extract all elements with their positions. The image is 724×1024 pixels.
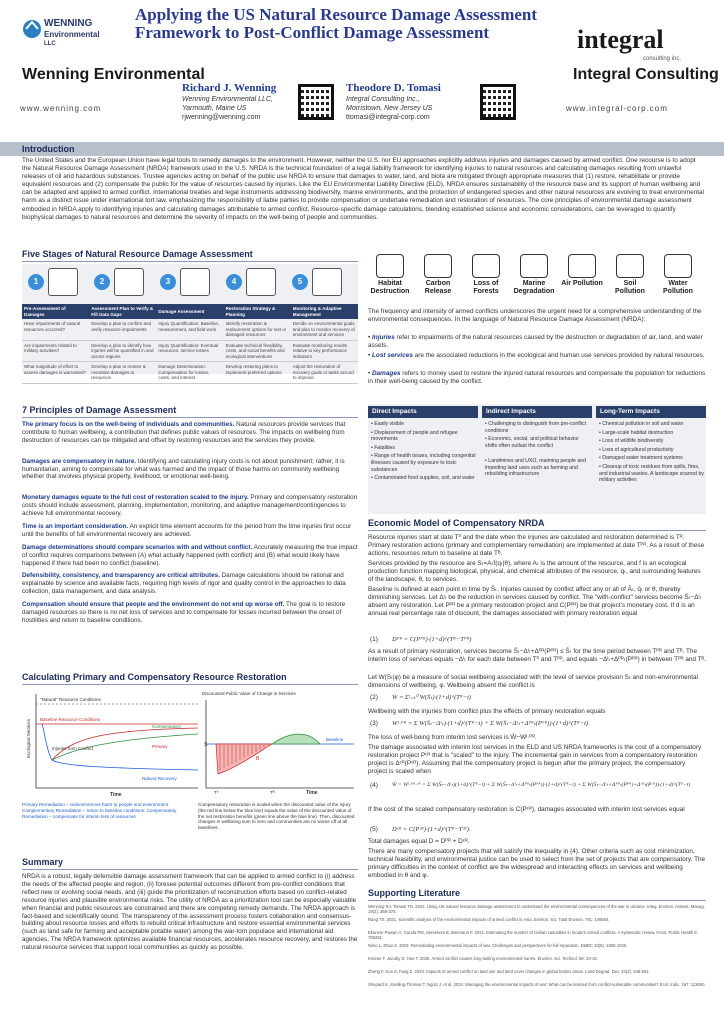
effect-item-indirect: • Landmines and UXO, maiming people and impeding land uses such as farming and rebuilding infrastructure bbox=[485, 458, 587, 478]
economic-eq2: W̄ = Σᵗ₌ₜ⁰ W(S̄ₜ)·(1+d)^(Tᴿ−t) bbox=[392, 694, 472, 701]
right-website[interactable]: www.integral-corp.com bbox=[566, 104, 668, 113]
intro-text: The United States and the European Union have legal tools to remedy damages to the environment. However, neither the U.S. nor EU approaches explicitly address injuries and damages caused by armed conflict. One recourse is to adopt the Natural Resource Damage Assessment (NRDA) framework used in the U.S. NRDA is the technical foundation of a legal liability framework for identifying injuries to natural resources and calculating damages resulting from unlawful releases of oil and hazardous substances. Trustee agencies acting on behalf of the public use NRDA to ensure that damages to water, land, and biota are mitigated through appropriate measures that (1) restore, rehabilitate or provide equivalent resources and (2) compensate the public for the value of resources caused by injuries. Like the EU Environmental Liability Directive (ELD), NRDA ensures sustainability of the resource base and its support of human wellbeing and can be adapted and applied to armed conflict. International treaties and legal instruments addressing biodiversity, marine environments, and the protection of endangered species and other natural resources are evolving to treat environmental harm as a distinct issue under international tort law, emphasizing the responsibility of liable parties to provide compensation or undertake remediation and restoration of resources. The core principles of environmental damage assessment embodied in NRDA apply to identifying injuries and calculating damages attributable to armed conflict. Resource-specific damage calculations, blending established science and economic considerations, can be leveraged to quantify biophysical damages to natural resources and determine the severity of impacts on the well-being of people and communities. bbox=[22, 157, 704, 221]
effect-text: Challenging to distinguish from pre-conflict conditions bbox=[485, 421, 587, 434]
effect-text: Easily visible bbox=[374, 421, 404, 427]
effects-header-longterm: Long-Term Impacts bbox=[596, 406, 706, 418]
principle-item bbox=[22, 421, 362, 445]
impact-label: Loss of Forests bbox=[473, 280, 499, 295]
stage-step-icon bbox=[114, 268, 144, 296]
natural-conditions-label: "Natural" Resource Conditions bbox=[40, 697, 101, 702]
soil-icon bbox=[616, 254, 644, 278]
effect-item-longterm: • Cleanup of toxic residues from spills, fires, and industrial wastes. A landscape scarred by military activities bbox=[599, 464, 704, 484]
svg-text:integral: integral bbox=[577, 25, 664, 54]
reference-item: Kreiner F, Jacoby D, Hoe T. 2025. Armed conflict causes long-lasting environmental harms. Environ. Sci. Technol. 59: 10-16. bbox=[368, 956, 598, 961]
five-stages-rule bbox=[22, 261, 358, 262]
stage-step-number: 3 bbox=[160, 274, 176, 290]
effect-item-indirect: • Economic, social, and political behavior shifts often outlast the conflict bbox=[485, 436, 579, 449]
principle-lead: Compensation should ensure that people and the environment do not end up worse off. bbox=[22, 601, 285, 609]
stage-table-cell: Evaluate technical feasibility, costs, and social benefits and ecological interventions bbox=[224, 340, 291, 362]
impact-item bbox=[608, 254, 652, 296]
stage-column-header: Monitoring & Adaptive Management bbox=[291, 304, 358, 319]
stage-table-cell: Develop a plan to identify how injuries will be quantified in and across regions bbox=[89, 340, 156, 362]
effect-item-direct: • Contaminated food supplies, soil, and water bbox=[371, 475, 475, 482]
stage-table-cell: What magnitude of effort to assess damages is warranted? bbox=[22, 362, 89, 384]
integral-logo bbox=[573, 22, 693, 66]
principles-heading: 7 Principles of Damage Assessment bbox=[22, 405, 177, 415]
economic-p1: Resource injuries start at date T⁰ and the date when the injuries are calculated and restoration determined is Tᴿ. Primary restoration actions (primary and complementary remediation) are implemented at date Tᴾᴿ. As a result of these actions, resources return to baseline at date Tᴮ. bbox=[368, 534, 705, 558]
primary-label: Primary bbox=[152, 744, 168, 749]
poster-title: Applying the US Natural Resource Damage Assessment Framework to Post-Conflict Damage Assessment bbox=[135, 5, 538, 42]
impact-item bbox=[368, 254, 412, 296]
stage-table-cell: Evaluate monitoring results relative to key performance indicators bbox=[291, 340, 358, 362]
economic-eq5: Dᶜᴿ = C(Pᶜᴿ)·(1+d)^(Tᴿ−Tᶜᴿ). bbox=[392, 826, 471, 833]
stage-table-cell: Identify restoration & replacement options for lost or damaged resources bbox=[224, 319, 291, 340]
stage-step-icon bbox=[246, 268, 276, 296]
effect-text: Loss of agricultural productivity bbox=[602, 446, 674, 453]
economic-eqnums-3: (4) bbox=[370, 782, 378, 789]
left-brand: Wenning Environmental bbox=[22, 66, 205, 83]
restoration-rule bbox=[22, 684, 358, 685]
stage-table-cell: Injury Quantification: Baseline, measurement, and field work bbox=[156, 319, 223, 340]
nrda-definition-item: • Damages refers to money used to restore the injured natural resources and compensate the population for reductions in their well-being caused by the conflict. bbox=[368, 370, 706, 386]
forest-icon bbox=[472, 254, 500, 278]
reference-item: Shepard K, Snelling-Thomas T, Ngozi J, et al. 2024. Managing the environmental impacts of war: What can be learned from conflict-vulnerable communities? Ecol. Indic. 167: 112650. bbox=[368, 982, 706, 987]
impact-item bbox=[416, 254, 460, 296]
principle-lead: The primary focus is on the well-being of individuals and communities. bbox=[22, 421, 235, 428]
economic-p7: The loss of well-being from interim lost services is W̄−Wᴵ·ᴾᴿ. bbox=[368, 734, 537, 741]
reference-item: Ekanem-Pawan A, Gunda PM, Sereelova B, Biermann F. 2021. Estimating the number of civilian casualties in modern armed conflicts. A systematic review. Front. Public Health 9: 765261. bbox=[368, 930, 698, 941]
wenning-logo bbox=[22, 12, 122, 46]
svg-text:WENNING: WENNING bbox=[44, 18, 93, 29]
effect-text: Large-scale habitat destruction bbox=[602, 429, 674, 436]
restoration-services-diagram bbox=[22, 688, 202, 800]
gain-area bbox=[272, 734, 320, 744]
author-1-location: Yarmouth, Maine US bbox=[182, 105, 247, 112]
principles-rule bbox=[22, 417, 358, 418]
principle-item bbox=[22, 523, 362, 539]
restoration-caption-right: Compensatory restoration is scaled when the discounted value of the injury (the red line below the blue line) equals the value of the discounted value of the net restoration benefits (green line above the blue line). Then, discounted changes in wellbeing sum to zero and communities are no worse off at all baselines. bbox=[198, 802, 355, 831]
economic-eq1: Dᴾᴿ = C(Pᴾᴿ)·(1+d)^(Tᴿ−Tᴾᴿ) bbox=[392, 636, 472, 643]
label-b: B bbox=[256, 756, 260, 762]
principle-text: The goal is to restore damaged resources so there is no net loss of services and to compensate for losses incurred between the onset of hostilities and return to baseline conditions. bbox=[22, 601, 346, 624]
nrda-intro-text: The frequency and intensity of armed conflicts underscores the urgent need for a comprehensive understanding of the environmental consequences. In the language of Natural Resource Damage Assessment (NRDA): bbox=[368, 308, 702, 324]
effect-item-direct: • Displacement of people and refugee movements bbox=[371, 429, 458, 443]
stage-step-icon bbox=[48, 268, 78, 296]
principle-lead: Monetary damages equate to the full cost of restoration scaled to the injury. bbox=[22, 494, 249, 502]
effect-text: Landmines and UXO, maiming people and impeding land uses such as farming and rebuilding infrastructure bbox=[485, 458, 587, 478]
principle-item bbox=[22, 601, 362, 625]
nrda-definition-item: • Injuries refer to impairments of the natural resources caused by the destruction or degradation of air, land, and water assets. bbox=[368, 334, 703, 350]
principle-text: Primary and compensatory restoration costs should include assessment, planning, implementation, monitoring, and adaptive management/contingencies to achieve full environmental recovery. bbox=[22, 494, 358, 517]
value-x-label: Time bbox=[306, 790, 318, 796]
stages-table-body bbox=[22, 319, 358, 383]
value-baseline-label: Baseline bbox=[326, 737, 344, 742]
literature-rule bbox=[368, 900, 706, 901]
effect-text: Contaminated food supplies, soil, and water bbox=[374, 475, 475, 482]
economic-p6: Wellbeing with the injuries from conflict plus the effects of primary restoration equals bbox=[368, 708, 606, 715]
economic-eqnums-1: (2) bbox=[370, 694, 378, 701]
principle-text: Damage calculations should be rational and explainable by science and available facts, requiring high levels of rigor and quality control in the approaches to data collection, data management, and data analysis. bbox=[22, 572, 346, 596]
smoke-icon bbox=[568, 254, 596, 278]
stage-table-cell: Have impairments of natural resources occurred? bbox=[22, 319, 89, 340]
author-1 bbox=[182, 82, 302, 122]
effect-text: Displacement of people and refugee movements bbox=[371, 429, 458, 443]
principle-text: Natural resources provide services that contribute to human wellbeing, a contribution that defines public values of resources. The impacts on wellbeing from destruction of resources can be mitigated and offset by restoring resources and the services they provide. bbox=[22, 421, 346, 444]
effect-text: Loss of wildlife biodiversity bbox=[602, 438, 664, 445]
economic-p5: Let W(Sₜ|φ) be a measure of social wellbeing associated with the level of service provision Sₜ and non-environmental dimensions of wellbeing, φ. Wellbeing absent the conflict is bbox=[368, 674, 698, 690]
label-t0: T⁰ bbox=[214, 790, 219, 795]
stage-column-header: Damage Assessment bbox=[156, 304, 223, 319]
definition-text: refer to impairments of the natural resources caused by the destruction or degradation of air, land, and water assets. bbox=[368, 334, 703, 350]
restoration-caption-left: Primary Remediation – reduce/remove harm to people and environment. Complementary Remediation – return to baseline conditions. Compensatory Remediation – compensate for interim loss of resources bbox=[22, 802, 177, 819]
stage-table-cell: Develop a plan to restore & monetize damages to resources bbox=[89, 362, 156, 384]
principle-text: Identifying and calculating injury costs is not about punishment; rather, it is humanitarian, aiming to compensate for what was harmed and the impact of those harms on community wellbeing whether that involves physical property, livelihood, or emotional well-being. bbox=[22, 457, 345, 481]
stage-table-cell: Decide on environmental goals and plan to monitor recovery of environment and services bbox=[291, 319, 358, 340]
stage-column-header: Restoration Strategy & Planning bbox=[224, 304, 291, 319]
effect-text: Fatalities bbox=[374, 444, 396, 451]
stage-table-row bbox=[22, 319, 358, 340]
principle-item bbox=[22, 572, 362, 596]
left-website[interactable]: www.wenning.com bbox=[20, 104, 102, 113]
literature-heading: Supporting Literature bbox=[368, 888, 460, 898]
reference-item: Ninio L, Zhao X. 2023. Remediating environmental impacts of war. Challenges and perspectives for full reparation. EMBC 10(6): 1005-1020. bbox=[368, 943, 628, 948]
author-2-location: Morristown, New Jersey US bbox=[346, 105, 433, 112]
label-tr: Tᴿ bbox=[270, 790, 275, 795]
svg-text:LLC: LLC bbox=[44, 41, 56, 46]
effect-item-direct: • Easily visible bbox=[371, 421, 404, 427]
definition-text: refers to money used to restore the injured natural resources and compensate the population for reductions in their well-being caused by the conflict. bbox=[368, 370, 706, 386]
qr-code-2 bbox=[480, 84, 516, 120]
stage-table-cell: Damage Determination: Compensation for losses, costs, and interest bbox=[156, 362, 223, 384]
impact-label: Carbon Release bbox=[424, 280, 452, 295]
author-2-email[interactable]: ttomasi@integral-corp.com bbox=[346, 114, 430, 121]
stage-table-cell: Develop a plan to confirm and verify resource impairments bbox=[89, 319, 156, 340]
stage-step-number: 2 bbox=[94, 274, 110, 290]
principle-lead: Time is an important consideration. bbox=[22, 522, 129, 530]
natural-recovery-label: Natural Recovery bbox=[142, 776, 177, 781]
effects-header-indirect: Indirect Impacts bbox=[482, 406, 592, 418]
economic-p4: As a result of primary restoration, services become S̄ₜ−Δᴵₜ+Δᴾᴿ(Pᴾᴿ) ≤ S̄ₜ for the time period between Tᴾᴿ and Tᴮ. The interim loss of services equals −Δᴵₜ for each date between T⁰ and Tᴾᴿ, and equals −Δᴵₜ+Δᴾᴿₜ(Pᴾᴿ) in between Tᴾᴿ and Tᴮ. bbox=[368, 648, 706, 664]
principle-lead: Damage determinations should compare scenarios with and without conflict. bbox=[22, 543, 253, 551]
reference-item: Zheng F, Kuo Z, Fang Z. 2023. Impacts of armed conflict on land use and land cover changes in global border areas. Land Degrad. Dev. 34(2): 548-561. bbox=[368, 969, 650, 974]
impact-label: Air Pollution bbox=[561, 280, 603, 287]
author-2-name: Theodore D. Tomasi bbox=[346, 82, 441, 94]
principle-item bbox=[22, 494, 362, 518]
effect-item-longterm: • Loss of agricultural productivity bbox=[599, 446, 674, 453]
economic-eq4: W̄ = Wᴵ·ᴾᴿ·ᶜᴿ = Σ W(S̄ₜ−Δᴵₜ)(1+d)^(Tᴿ−t) + Σ W(S̄ₜ−Δᴵₜ+Δᴾᴿₜ(Pᴾᴿ))·(1+d)^(Tᴿ−t) + Σ W(S̄ₜ−Δᴵₜ+Δᴾᴿₜ(Pᴾᴿ)+Δᶜᴿₜ(Pᶜᴿ))·(1+d)^(Tᴿ−t) bbox=[392, 782, 691, 788]
stage-step-number: 1 bbox=[28, 274, 44, 290]
svg-text:Environmental: Environmental bbox=[44, 30, 100, 39]
discounted-value-diagram bbox=[196, 688, 358, 800]
economic-eqnums-4: (5) bbox=[370, 826, 378, 833]
effect-text: Chemical pollution in soil and water bbox=[602, 421, 684, 427]
stage-table-row bbox=[22, 362, 358, 384]
principle-item bbox=[22, 544, 362, 568]
principle-lead: Defensibility, consistency, and transparency are critical attributes. bbox=[22, 572, 220, 580]
stage-column-header: Pre-Assessment of Damages bbox=[22, 304, 89, 319]
economic-p8: The damage associated with interim lost services in the ELD and US NRDA frameworks is the cost of a compensatory restoration project Pᶜᴿ that is "scaled" to the injury. The incremental gain in services from a compensatory restoration project is Δᶜᴿ(Pᶜᴿ). Assuming that the compensatory project is begun after the primary project, the compensatory project is scaled when bbox=[368, 744, 702, 776]
effect-item-longterm: • Damaged water treatment systems bbox=[599, 455, 683, 462]
intro-band bbox=[0, 142, 724, 156]
effect-item-longterm: • Loss of wildlife biodiversity bbox=[599, 438, 664, 445]
stages-table bbox=[22, 304, 358, 384]
effect-item-longterm: • Large-scale habitat destruction bbox=[599, 429, 674, 436]
five-stages-heading: Five Stages of Natural Resource Damage Assessment bbox=[22, 249, 253, 259]
label-s: S bbox=[204, 742, 208, 748]
author-1-name: Richard J. Wenning bbox=[182, 82, 277, 94]
principle-text: Accurately measuring the true impact of conflict requires comparisons between (A) what actually happened (with conflict) and (B) what would likely have happened if there had been no conflict (baseline). bbox=[22, 543, 358, 567]
stage-step-icon bbox=[180, 268, 210, 296]
summary-heading: Summary bbox=[22, 857, 64, 867]
svg-text:consulting inc.: consulting inc. bbox=[643, 56, 682, 62]
impact-item bbox=[464, 254, 508, 296]
effect-text: Damaged water treatment systems bbox=[602, 455, 683, 462]
economic-p10: Total damages equal D = Dᴾᴿ + Dᶜᴿ. bbox=[368, 838, 470, 845]
compensatory-label: Compensatory bbox=[152, 724, 182, 729]
stage-table-cell: Injury Quantification: Eventual resources, service losses bbox=[156, 340, 223, 362]
effects-header-direct: Direct Impacts bbox=[368, 406, 478, 418]
principle-text: An explicit time element accounts for the period from the time injuries first occur until the benefits of full environmental recovery are achieved. bbox=[22, 522, 352, 538]
baseline-conditions-label: Baseline Resource Conditions bbox=[40, 717, 101, 722]
economic-p11: There are many compensatory projects that will satisfy the inequality in (4). Other criteria such as cost minimization, technical feasibility, and environmental justice can be used to select from the set of projects that are compensatory. The primary difficulties in the context of conflict are the widespread and interacting effects on services and wellbeing embodied in θ and φ. bbox=[368, 848, 706, 880]
impact-label: Soil Pollution bbox=[615, 280, 645, 295]
ship-icon bbox=[520, 254, 548, 278]
author-2-affil: Integral Consulting Inc., bbox=[346, 96, 420, 103]
primary-curve bbox=[52, 728, 198, 760]
stage-step-number: 5 bbox=[292, 274, 308, 290]
effect-text: Range of health issues, including congenital illnesses caused by exposure to toxic substances bbox=[371, 453, 476, 473]
stage-table-cell: Develop restoring plans to implement preferred options bbox=[224, 362, 291, 384]
economic-heading: Economic Model of Compensatory NRDA bbox=[368, 518, 545, 528]
author-2 bbox=[346, 82, 466, 122]
qr-code-1 bbox=[298, 84, 334, 120]
stage-table-cell: Adjust the restoration of recovery goals or tasks accord to improve bbox=[291, 362, 358, 384]
effect-text: Economic, social, and political behavior shifts often outlast the conflict bbox=[485, 436, 579, 449]
economic-p3: Baseline is defined at each point in time by S̄ₜ. Injuries caused by conflict affect any or all of Āₜ, q̄ₜ or θ, thereby diminishing services. Let Δᴵₜ be the reduction in services caused by conflict. The "with-conflict" services become S̄ₜ−Δᴵₜ absent any restoration. Let Pᴾᴿ be a primary restoration project and C(Pᴾᴿ) be that project's monetary cost. If d is an annual real percentage rate of discount, the damages associated with primary restoration equal bbox=[368, 586, 702, 618]
y-axis-label: Ecological Services bbox=[26, 718, 31, 758]
stage-step-icon bbox=[312, 268, 342, 296]
right-brand: Integral Consulting bbox=[573, 66, 719, 83]
factory-icon bbox=[424, 254, 452, 278]
impact-label: Marine Degradation bbox=[513, 280, 555, 295]
economic-eqnums-0: (1) bbox=[370, 636, 378, 643]
impact-item bbox=[656, 254, 700, 296]
value-title: Discounted Public Value of Change in Services bbox=[202, 691, 296, 696]
economic-p2: Services provided by the resource are Sₜ=Aₜf(qₜ|θ), where Aₜ is the amount of the resource, and f is an ecological production function mapping biological, physical, and chemical attributes of the resource, qₜ, and surrounding features of the landscape, θ, to services. bbox=[368, 560, 701, 584]
x-axis-label: Time bbox=[110, 792, 122, 798]
economic-eqnums-2: (3) bbox=[370, 720, 378, 727]
impact-item bbox=[560, 254, 604, 288]
economic-rule bbox=[368, 530, 706, 531]
economic-p9: If the cost of the scaled compensatory restoration is C(Pᶜᴿ), damages associated with interim lost services equal bbox=[368, 806, 685, 813]
stage-table-cell: Are impairments related to military activities? bbox=[22, 340, 89, 362]
impact-label: Water Pollution bbox=[663, 280, 693, 295]
definition-term: Injuries bbox=[372, 334, 395, 341]
principle-lead: Damages are compensatory in nature. bbox=[22, 457, 137, 465]
poster-header bbox=[0, 0, 724, 136]
reference-item: Rang TS. 2021. Scientific analysis of the environmental impacts of armed conflict in Asia. Environ. Sci. Total Environ. 781: 146684. bbox=[368, 917, 610, 922]
definition-text: are the associated reductions in the ecological and human use services provided by natural resources. bbox=[412, 352, 705, 359]
stage-column-header: Assessment Plan to Verify & Fill Data Gaps bbox=[89, 304, 156, 319]
stage-table-row bbox=[22, 340, 358, 362]
reference-item: Wenning RJ, Tomasi TD. 2022. Using US natural resource damage assessment to understand the environmental consequences of the war in Ukraine. Integ. Environ. Assess. Manag. 19(2): 366-375. bbox=[368, 904, 705, 915]
definition-term: Lost services bbox=[372, 352, 413, 359]
water-icon bbox=[664, 254, 692, 278]
stage-step-number: 4 bbox=[226, 274, 242, 290]
effect-item-direct: • Fatalities bbox=[371, 444, 396, 451]
impact-item bbox=[512, 254, 556, 296]
principle-item bbox=[22, 458, 362, 482]
restoration-heading: Calculating Primary and Compensatory Resource Restoration bbox=[22, 672, 287, 682]
summary-rule bbox=[22, 869, 358, 870]
definition-term: Damages bbox=[372, 370, 401, 377]
summary-text: NRDA is a robust, legally defensible damage assessment framework that can be applied to armed conflict to (i) address the needs of the affected people and region, (ii) foresee potential outcomes different from pre-conflict conditions that reflect new or evolving social needs, and (iii) guide the prioritization of reconstruction efforts based on conflict-related resource injuries and plausible environmental risks. The utility of NRDA as a prioritization tool can be especially valuable when financial and public resources are constrained and there are competing remedy demands. The NRDA approach is fact-based and scientifically sound. The transparency of the assessment process fosters collaboration and consensus-building about resource losses and efforts to rebuild critical infrastructure and restore essential environmental services (such as land safe for farming and acceptable potable water) among the war-torn populace and international aid agencies. The NRDA framework optimizes available financial resources, accelerates resource recovery, and restores the natural resource services that support local communities as quickly as possible. bbox=[22, 873, 358, 952]
intro-heading: Introduction bbox=[22, 144, 75, 154]
effect-item-longterm: • Chemical pollution in soil and water bbox=[599, 421, 684, 427]
effect-text: Cleanup of toxic residues from spills, fires, and industrial wastes. A landscape scarred by military activities bbox=[599, 464, 704, 484]
author-1-affil: Wenning Environmental LLC, bbox=[182, 96, 273, 103]
economic-eq3: Wᴵ·ᴾᴿ = Σ W(S̄ₜ−Δᴵₜ)·(1+d)^(Tᴿ−t) + Σ W(S̄ₜ−Δᴵₜ+Δᴾᴿₜ(Pᴾᴿ))·(1+d)^(Tᴿ−t) bbox=[392, 720, 589, 727]
impact-label: Habitat Destruction bbox=[370, 280, 410, 295]
tree-icon bbox=[376, 254, 404, 278]
nrda-definition-item: • Lost services are the associated reductions in the ecological and human use services provided by natural resources. bbox=[368, 352, 705, 359]
effect-item-direct: • Range of health issues, including congenital illnesses caused by exposure to toxic substances bbox=[371, 453, 476, 473]
injuries-label: Injuries from Conflict bbox=[52, 746, 94, 751]
author-1-email[interactable]: rjwenning@wenning.com bbox=[182, 114, 261, 121]
effect-item-indirect: • Challenging to distinguish from pre-conflict conditions bbox=[485, 421, 587, 434]
stages-table-header bbox=[22, 304, 358, 319]
